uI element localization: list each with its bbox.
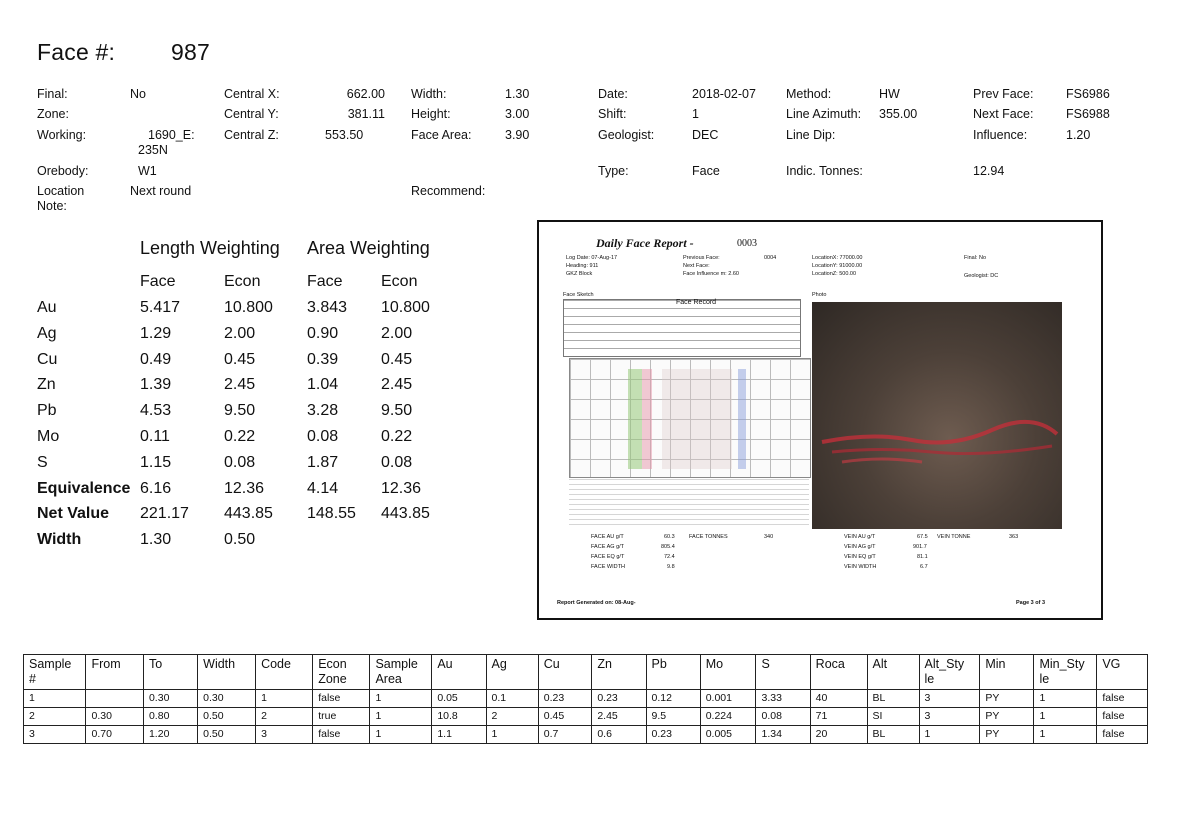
weighting-lf-value: 1.29 <box>140 324 172 342</box>
column-header <box>1097 655 1148 690</box>
shift-value: 1 <box>692 107 699 121</box>
weighting-lf-value: 221.17 <box>140 505 189 523</box>
table-cell: 1.20 <box>143 726 197 744</box>
table-cell: 0.23 <box>646 726 700 744</box>
column-header <box>1034 655 1097 690</box>
column-header-line1: From <box>91 657 121 671</box>
weighting-le-value: 10.800 <box>224 299 273 316</box>
weighting-lf-value: 0.49 <box>140 350 172 368</box>
report-face-tonnes: FACE TONNES <box>689 534 728 540</box>
weighting-ae-value: 443.85 <box>381 505 430 523</box>
table-cell: 0.30 <box>86 708 143 726</box>
column-header <box>538 655 592 690</box>
length-weighting-title: Length Weighting <box>140 238 280 258</box>
table-cell: 3 <box>256 726 313 744</box>
table-cell: 0.23 <box>538 690 592 708</box>
column-header <box>370 655 432 690</box>
report-prev-face-value: 0004 <box>764 255 777 261</box>
face-number-value: 987 <box>171 39 210 65</box>
area-econ-header: Econ <box>381 273 418 290</box>
column-header-line2: # <box>29 672 36 686</box>
report-face-tonnes-value: 340 <box>764 534 774 540</box>
report-page: Page 3 of 3 <box>1016 600 1046 606</box>
column-header-line1: Alt_Sty <box>924 657 965 671</box>
face-record-title: Face Record <box>676 299 717 306</box>
table-cell: 1 <box>1034 708 1097 726</box>
report-vein-au: VEIN AU g/T <box>844 534 876 540</box>
table-cell: 1 <box>370 708 432 726</box>
table-cell: false <box>313 690 370 708</box>
table-cell: 9.5 <box>646 708 700 726</box>
report-geologist: Geologist: DC <box>964 273 999 279</box>
table-cell: 0.1 <box>486 690 538 708</box>
report-location-z: LocationZ: 500.00 <box>812 271 857 277</box>
daily-face-report-image <box>537 220 1103 620</box>
weighting-le-value: 0.08 <box>224 453 256 471</box>
table-cell: 2 <box>24 708 86 726</box>
central-x-label: Central X: <box>224 87 280 101</box>
column-header-line1: Mo <box>705 657 724 671</box>
weighting-af-value: 3.28 <box>307 402 339 420</box>
table-cell: 0.80 <box>143 708 197 726</box>
report-face-width: FACE WIDTH <box>591 564 625 570</box>
orebody-label: Orebody: <box>37 164 89 178</box>
report-face-influence: Face Influence m: 2.60 <box>683 271 739 277</box>
table-cell: 1 <box>919 726 980 744</box>
column-header-line1: To <box>148 657 163 671</box>
table-cell: 1 <box>486 726 538 744</box>
table-cell: 0.7 <box>538 726 592 744</box>
weighting-le-value: 2.00 <box>224 324 256 342</box>
samples-header-row <box>24 655 1148 690</box>
table-cell: BL <box>867 690 919 708</box>
influence-value: 1.20 <box>1066 128 1091 142</box>
weighting-row-label: Zn <box>37 376 56 394</box>
weighting-af-value: 148.55 <box>307 505 356 523</box>
next-face-label: Next Face: <box>973 107 1034 121</box>
column-header-line1: Cu <box>543 657 560 671</box>
table-cell: 1 <box>24 690 86 708</box>
table-cell: 2 <box>486 708 538 726</box>
weighting-lf-value: 1.39 <box>140 376 172 394</box>
weighting-ae-value: 2.45 <box>381 376 413 394</box>
column-header <box>313 655 370 690</box>
table-cell: 0.30 <box>198 690 256 708</box>
weighting-le-value: 0.50 <box>224 531 256 549</box>
table-cell: 0.08 <box>756 708 810 726</box>
geologist-label: Geologist: <box>598 128 655 142</box>
table-cell: 71 <box>810 708 867 726</box>
table-cell: 0.50 <box>198 708 256 726</box>
column-header-line2: le <box>924 672 935 686</box>
table-cell: 3 <box>919 708 980 726</box>
report-vein-au-value: 67.5 <box>917 534 928 540</box>
indic-tonnes-value: 12.94 <box>973 164 1005 178</box>
column-header <box>432 655 486 690</box>
column-header-line2: le <box>1039 672 1050 686</box>
weighting-row-label: Cu <box>37 350 58 368</box>
type-value: Face <box>692 164 720 178</box>
weighting-row-label: Width <box>37 531 82 549</box>
report-vein-tonne-value: 363 <box>1009 534 1019 540</box>
face-area-label: Face Area: <box>411 128 472 142</box>
method-label: Method: <box>786 87 832 101</box>
table-row <box>24 708 1148 726</box>
report-vein-ag: VEIN AG g/T <box>844 544 876 550</box>
column-header <box>143 655 197 690</box>
table-cell: 10.8 <box>432 708 486 726</box>
report-log-date: Log Date: 07-Aug-17 <box>566 255 618 261</box>
length-econ-header: Econ <box>224 273 261 290</box>
report-vein-ag-value: 901.7 <box>913 544 927 550</box>
report-face-ag: FACE AG g/T <box>591 544 625 550</box>
column-header-line1: Pb <box>651 657 667 671</box>
report-title: Daily Face Report - <box>596 236 694 250</box>
report-gkz: GKZ Block <box>566 271 593 277</box>
weighting-ae-value: 0.08 <box>381 453 413 471</box>
weighting-row-label: Mo <box>37 428 60 445</box>
weighting-ae-value: 2.00 <box>381 324 413 342</box>
sketch-band-blue <box>738 369 746 469</box>
table-cell: 1 <box>370 690 432 708</box>
column-header-line1: Min_Sty <box>1039 657 1085 671</box>
table-cell: 0.70 <box>86 726 143 744</box>
working-value-line2: 235N <box>138 143 168 157</box>
report-vein-width: VEIN WIDTH <box>844 564 877 570</box>
column-header-line1: Ag <box>491 657 507 671</box>
column-header-line2: Zone <box>318 672 347 686</box>
next-face-value: FS6988 <box>1066 107 1110 121</box>
face-record-form <box>563 299 801 357</box>
report-face-ag-value: 805.4 <box>661 544 675 550</box>
central-z-label: Central Z: <box>224 128 279 142</box>
table-cell: 2.45 <box>592 708 646 726</box>
weighting-ae-value: 10.800 <box>381 299 430 316</box>
weighting-af-value: 3.843 <box>307 299 348 316</box>
column-header-line1: Au <box>437 657 453 671</box>
samples-table <box>23 654 1148 744</box>
weighting-le-value: 9.50 <box>224 402 256 420</box>
table-cell: BL <box>867 726 919 744</box>
column-header <box>919 655 980 690</box>
height-label: Height: <box>411 107 451 121</box>
central-y-label: Central Y: <box>224 107 279 121</box>
orebody-value: W1 <box>138 164 157 178</box>
weighting-row-label: S <box>37 453 48 471</box>
report-number: 0003 <box>737 238 757 249</box>
column-header <box>24 655 86 690</box>
table-cell: 1 <box>370 726 432 744</box>
table-cell: 2 <box>256 708 313 726</box>
report-vein-tonne: VEIN TONNE <box>937 534 971 540</box>
table-cell: SI <box>867 708 919 726</box>
column-header-line1: Sample <box>29 657 72 671</box>
face-sketch-grid <box>569 358 811 478</box>
table-cell: 1 <box>1034 726 1097 744</box>
weighting-row-label: Equivalence <box>37 479 131 497</box>
weighting-le-value: 2.45 <box>224 376 256 394</box>
table-cell: 3 <box>24 726 86 744</box>
weighting-ae-value: 12.36 <box>381 479 422 497</box>
weighting-af-value: 0.39 <box>307 350 339 368</box>
weighting-le-value: 12.36 <box>224 479 265 497</box>
weighting-lf-value: 1.30 <box>140 531 172 549</box>
weighting-row-label: Pb <box>37 402 57 420</box>
report-face-sketch-label: Face Sketch <box>563 292 594 298</box>
influence-label: Influence: <box>973 128 1028 142</box>
column-header <box>867 655 919 690</box>
recommend-label: Recommend: <box>411 184 486 198</box>
column-header-line1: Alt <box>872 657 888 671</box>
weighting-af-value: 1.87 <box>307 453 339 471</box>
weighting-le-value: 443.85 <box>224 505 273 523</box>
column-header <box>86 655 143 690</box>
width-label: Width: <box>411 87 447 101</box>
table-cell: 0.23 <box>592 690 646 708</box>
column-header <box>810 655 867 690</box>
height-value: 3.00 <box>505 107 530 121</box>
indic-tonnes-label: Indic. Tonnes: <box>786 164 863 178</box>
table-cell: 0.30 <box>143 690 197 708</box>
weighting-le-value: 0.45 <box>224 350 256 368</box>
table-cell: false <box>1097 726 1148 744</box>
weighting-af-value: 0.90 <box>307 324 339 342</box>
sketch-legend <box>569 479 809 529</box>
central-z-value: 553.50 <box>325 128 364 142</box>
report-photo-label: Photo <box>812 292 827 298</box>
report-vein-width-value: 6.7 <box>920 564 928 570</box>
table-cell: 3.33 <box>756 690 810 708</box>
column-header-line1: Min <box>985 657 1006 671</box>
column-header <box>198 655 256 690</box>
column-header-line1: Width <box>203 657 236 671</box>
table-cell: 3 <box>919 690 980 708</box>
final-value: No <box>130 87 146 101</box>
weighting-af-value: 4.14 <box>307 479 339 497</box>
report-face-eq-value: 72.4 <box>664 554 675 560</box>
table-cell: 0.005 <box>700 726 756 744</box>
weighting-lf-value: 5.417 <box>140 299 181 316</box>
report-heading: Heading: 911 <box>566 263 599 269</box>
sketch-band-green <box>628 369 642 469</box>
table-cell: PY <box>980 726 1034 744</box>
column-header-line1: Sample <box>375 657 418 671</box>
shift-label: Shift: <box>598 107 627 121</box>
column-header <box>646 655 700 690</box>
prev-face-label: Prev Face: <box>973 87 1034 101</box>
geologist-value: DEC <box>692 128 719 142</box>
face-area-value: 3.90 <box>505 128 530 142</box>
column-header-line1: Econ <box>318 657 347 671</box>
report-face-au-value: 60.3 <box>664 534 675 540</box>
method-value: HW <box>879 87 900 101</box>
area-face-header: Face <box>307 273 343 290</box>
column-header <box>700 655 756 690</box>
weighting-af-value: 0.08 <box>307 428 339 445</box>
table-cell <box>86 690 143 708</box>
column-header-line2: Area <box>375 672 402 686</box>
weighting-lf-value: 1.15 <box>140 453 172 471</box>
table-cell: PY <box>980 708 1034 726</box>
report-location-y: LocationY: 91000.00 <box>812 263 863 269</box>
table-cell: false <box>1097 690 1148 708</box>
weighting-af-value: 1.04 <box>307 376 339 394</box>
column-header-line1: VG <box>1102 657 1121 671</box>
sketch-band-pink <box>642 369 652 469</box>
location-note-label-line1: Location <box>37 184 85 198</box>
central-y-value: 381.11 <box>347 107 385 121</box>
table-cell: 1.1 <box>432 726 486 744</box>
column-header <box>256 655 313 690</box>
date-value: 2018-02-07 <box>692 87 756 101</box>
report-vein-eq: VEIN EQ g/T <box>844 554 876 560</box>
column-header <box>592 655 646 690</box>
line-azimuth-label: Line Azimuth: <box>786 107 862 121</box>
area-weighting-title: Area Weighting <box>307 238 430 258</box>
column-header-line1: S <box>761 657 770 671</box>
face-number-label: Face #: <box>37 39 116 65</box>
table-cell: 0.05 <box>432 690 486 708</box>
table-cell: 40 <box>810 690 867 708</box>
table-cell: true <box>313 708 370 726</box>
length-face-header: Face <box>140 273 176 290</box>
table-cell: 0.50 <box>198 726 256 744</box>
column-header-line1: Roca <box>815 657 845 671</box>
line-dip-label: Line Dip: <box>786 128 836 142</box>
table-cell: 1 <box>1034 690 1097 708</box>
samples-body <box>24 690 1148 744</box>
location-note-value: Next round <box>130 184 192 198</box>
table-cell: 20 <box>810 726 867 744</box>
table-cell: 0.001 <box>700 690 756 708</box>
report-face-width-value: 9.8 <box>667 564 675 570</box>
sketch-band-shaded <box>662 369 732 469</box>
column-header <box>486 655 538 690</box>
table-cell: 0.12 <box>646 690 700 708</box>
report-generated: Report Generated on: 08-Aug- <box>557 600 636 606</box>
weighting-row-label: Ag <box>37 324 57 342</box>
central-x-value: 662.00 <box>346 87 385 101</box>
weighting-lf-value: 6.16 <box>140 479 172 497</box>
table-cell: PY <box>980 690 1034 708</box>
weighting-row-label: Net Value <box>37 505 110 523</box>
prev-face-value: FS6986 <box>1066 87 1110 101</box>
table-cell: 0.6 <box>592 726 646 744</box>
column-header-line1: Code <box>261 657 291 671</box>
table-cell: 0.45 <box>538 708 592 726</box>
date-label: Date: <box>598 87 628 101</box>
report-face-eq: FACE EQ g/T <box>591 554 625 560</box>
column-header <box>756 655 810 690</box>
table-cell: 1.34 <box>756 726 810 744</box>
weighting-row-label: Au <box>37 299 57 316</box>
column-header-line1: Zn <box>597 657 612 671</box>
final-label: Final: <box>37 87 68 101</box>
weighting-le-value: 0.22 <box>224 428 256 445</box>
report-final: Final: No <box>964 255 987 261</box>
weighting-ae-value: 0.22 <box>381 428 413 445</box>
location-note-label-line2: Note: <box>37 199 67 213</box>
zone-label: Zone: <box>37 107 69 121</box>
face-photo <box>812 302 1062 529</box>
line-azimuth-value: 355.00 <box>879 107 918 121</box>
weighting-lf-value: 4.53 <box>140 402 172 420</box>
report-location-x: LocationX: 77000.00 <box>812 255 863 261</box>
column-header <box>980 655 1034 690</box>
report-next-face: Next Face: <box>683 263 710 269</box>
report-prev-face: Previous Face: <box>683 255 720 261</box>
working-value-line1: 1690_E: <box>148 128 195 142</box>
table-cell: 1 <box>256 690 313 708</box>
type-label: Type: <box>598 164 629 178</box>
table-row <box>24 690 1148 708</box>
table-cell: 0.224 <box>700 708 756 726</box>
working-label: Working: <box>37 128 87 142</box>
report-face-au: FACE AU g/T <box>591 534 624 540</box>
weighting-ae-value: 0.45 <box>381 350 413 368</box>
weighting-lf-value: 0.11 <box>140 428 170 445</box>
report-vein-eq-value: 81.1 <box>917 554 928 560</box>
weighting-ae-value: 9.50 <box>381 402 413 420</box>
table-row <box>24 726 1148 744</box>
photo-paint-marks <box>812 302 1062 529</box>
table-cell: false <box>1097 708 1148 726</box>
table-cell: false <box>313 726 370 744</box>
width-value: 1.30 <box>505 87 530 101</box>
